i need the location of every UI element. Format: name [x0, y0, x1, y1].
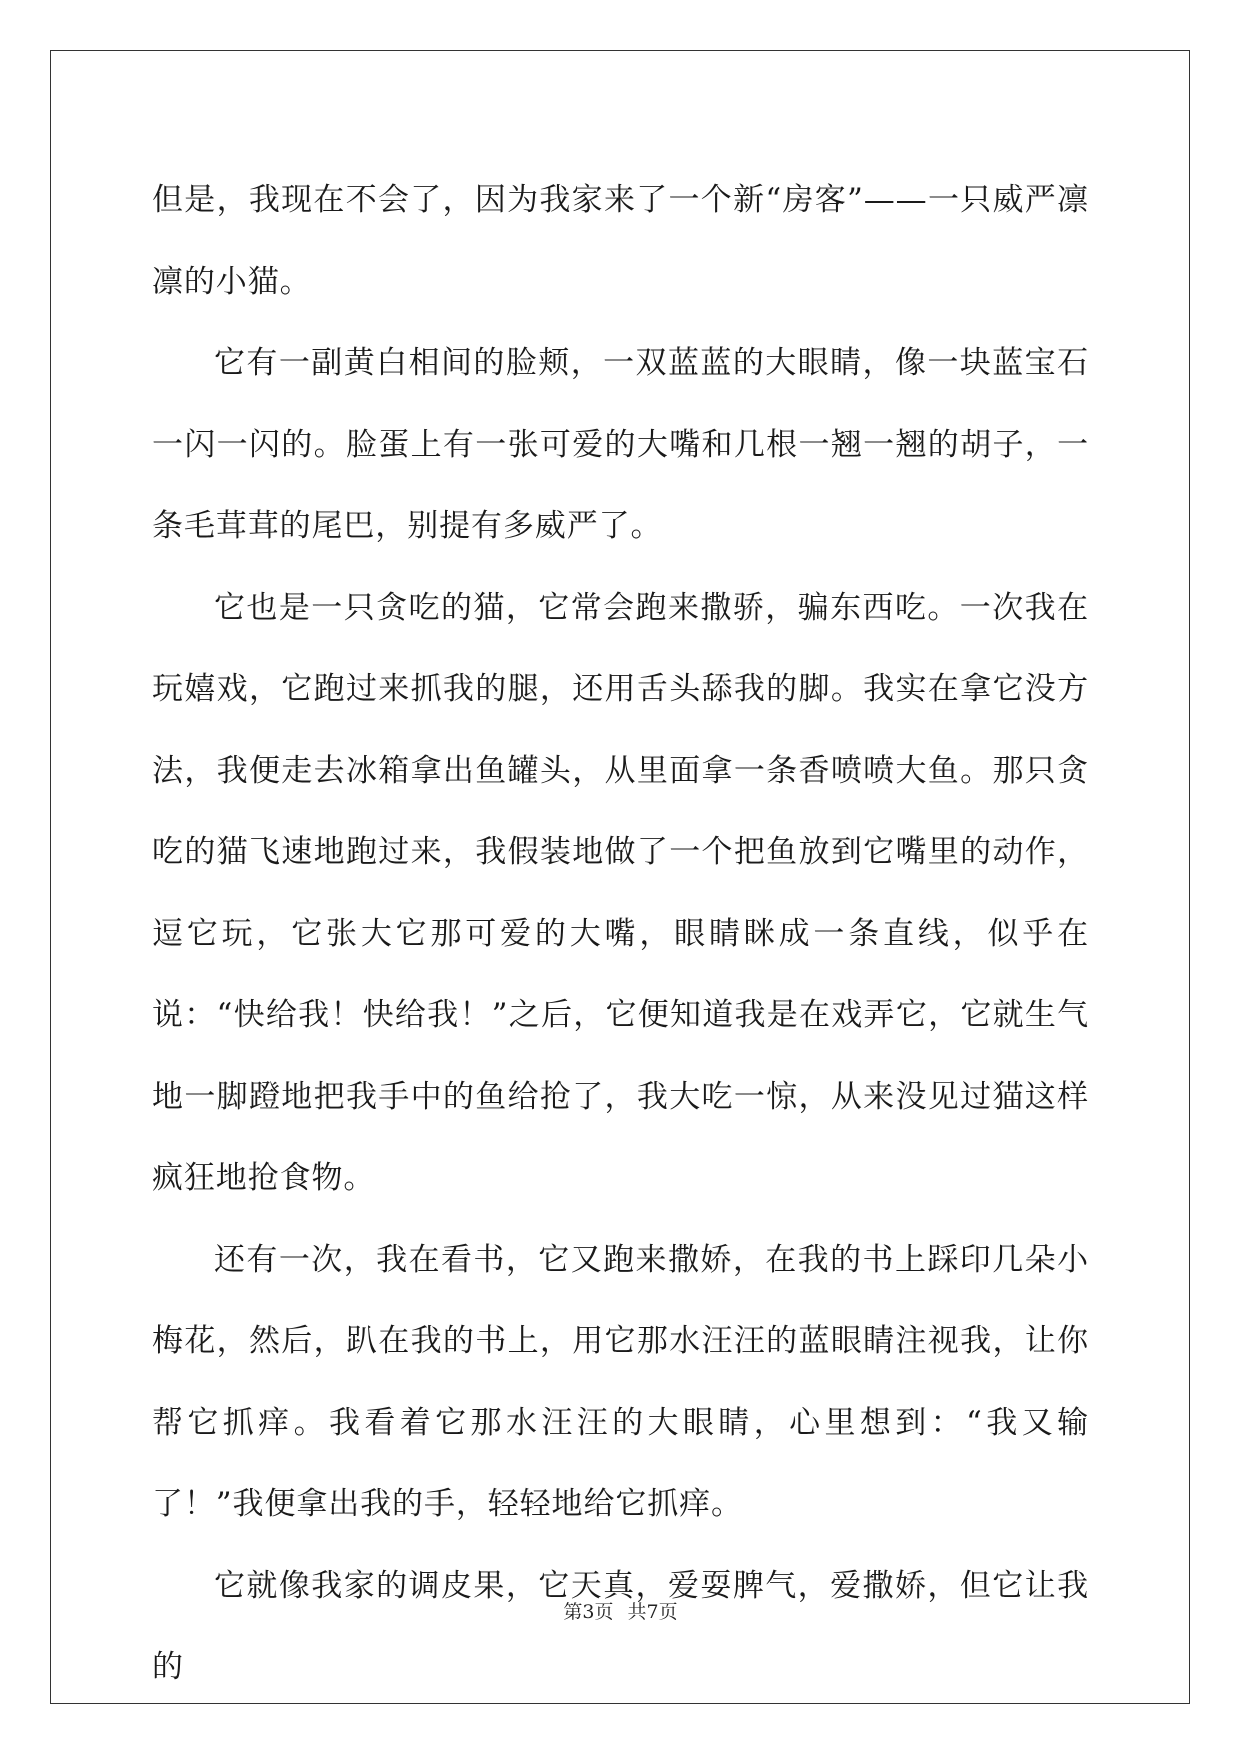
total-page-count: 共7页	[627, 1601, 678, 1623]
paragraph-5: 它就像我家的调皮果，它天真，爱耍脾气，爱撒娇，但它让我的	[152, 1567, 1089, 1685]
document-body	[152, 160, 1089, 1709]
paragraph-1: 但是，我现在不会了，因为我家来了一个新“房客”——一只威严凛凛的小猫。	[152, 182, 1089, 300]
page-footer	[0, 1597, 1241, 1624]
paragraph-4: 还有一次，我在看书，它又跑来撒娇，在我的书上踩印几朵小梅花，然后，趴在我的书上，用它那水汪汪的蓝眼睛注视我，让你帮它抓痒。我看着它那水汪汪的大眼睛，心里想到：“我又输了！”我便拿出我的手，轻轻地给它抓痒。	[152, 1241, 1089, 1522]
paragraph-3: 它也是一只贪吃的猫，它常会跑来撒骄，骗东西吃。一次我在玩嬉戏，它跑过来抓我的腿，还用舌头舔我的脚。我实在拿它没方法，我便走去冰箱拿出鱼罐头，从里面拿一条香喷喷大鱼。那只贪吃的猫飞速地跑过来，我假装地做了一个把鱼放到它嘴里的动作，逗它玩，它张大它那可爱的大嘴，眼睛眯成一条直线，似乎在说：“快给我！快给我！”之后，它便知道我是在戏弄它，它就生气地一脚蹬地把我手中的鱼给抢了，我大吃一惊，从来没见过猫这样疯狂地抢食物。	[152, 589, 1089, 1196]
paragraph-2: 它有一副黄白相间的脸颊，一双蓝蓝的大眼睛，像一块蓝宝石一闪一闪的。脸蛋上有一张可爱的大嘴和几根一翘一翘的胡子，一条毛茸茸的尾巴，别提有多威严了。	[152, 345, 1089, 544]
current-page-number: 第3页	[563, 1601, 614, 1623]
